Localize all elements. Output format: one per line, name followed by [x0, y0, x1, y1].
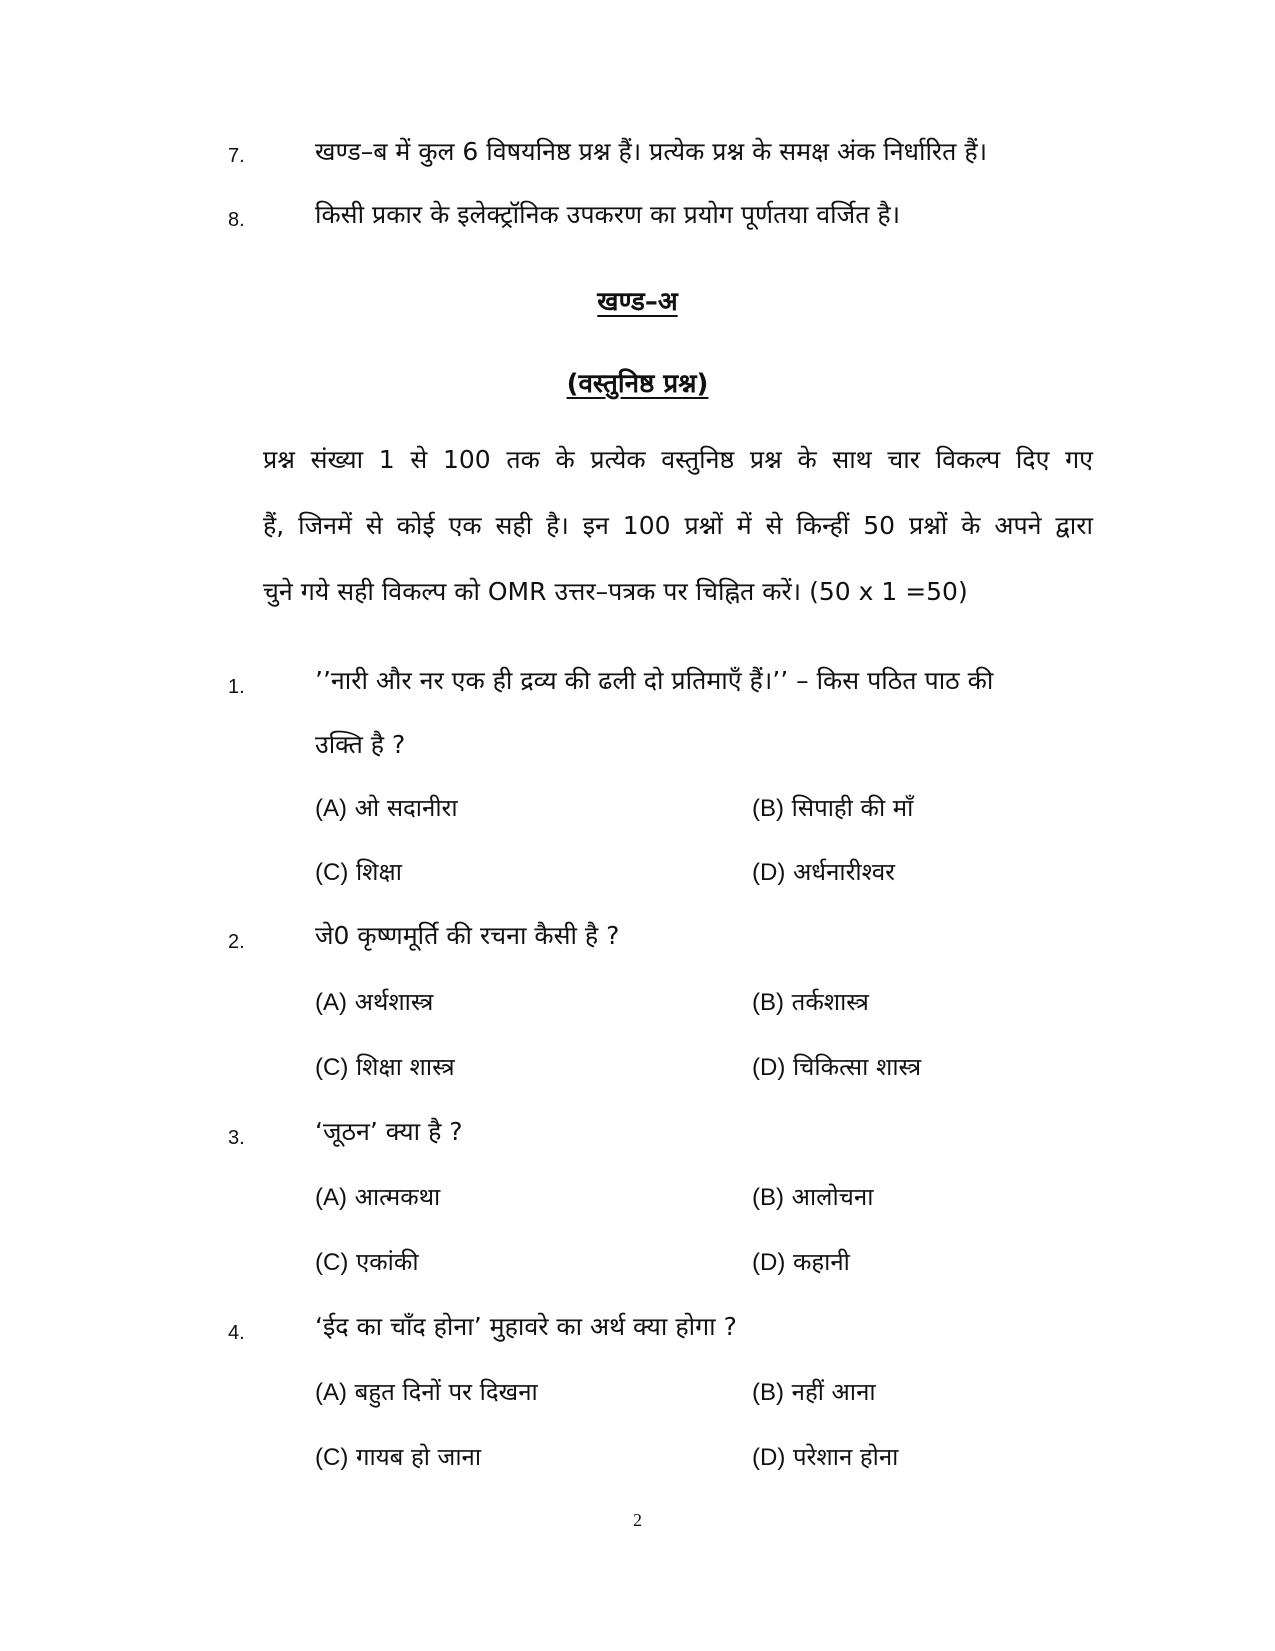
option-a: (A) आत्मकथा	[315, 1183, 441, 1211]
instruction-text: खण्ड–ब में कुल 6 विषयनिष्ठ प्रश्न हैं। प्रत्येक प्रश्न के समक्ष अंक निर्धारित हैं।	[315, 137, 988, 166]
option-c: (C) शिक्षा शास्त्र	[315, 1053, 455, 1081]
intro-line: हैं, जिनमें से कोई एक सही है। इन 100 प्रश्नों में से किन्हीं 50 प्रश्नों के अपने द्वारा	[263, 511, 1093, 540]
option-d: (D) चिकित्सा शास्त्र	[752, 1053, 922, 1081]
question-text: जे0 कृष्णमूर्ति की रचना कैसी है ?	[315, 921, 620, 950]
option-b: (B) सिपाही की माँ	[752, 794, 914, 822]
option-c: (C) शिक्षा	[315, 858, 402, 886]
option-d: (D) अर्धनारीश्वर	[752, 858, 895, 886]
option-a: (A) बहुत दिनों पर दिखना	[315, 1378, 538, 1406]
question-text: ‘ईद का चाँद होना’ मुहावरे का अर्थ क्या होगा ?	[315, 1312, 737, 1341]
option-d: (D) कहानी	[752, 1248, 850, 1276]
page-number: 2	[633, 1510, 642, 1530]
option-c: (C) एकांकी	[315, 1248, 419, 1276]
question-text: ’’नारी और नर एक ही द्रव्य की ढली दो प्रतिमाएँ हैं।’’ – किस पठित पाठ की	[315, 666, 994, 695]
question-number: 3.	[228, 1127, 245, 1149]
section-title: खण्ड–अ	[597, 287, 678, 317]
option-b: (B) आलोचना	[752, 1183, 874, 1211]
option-a: (A) अर्थशास्त्र	[315, 988, 434, 1016]
question-text: उक्ति है ?	[315, 730, 406, 759]
question-number: 1.	[228, 676, 245, 698]
intro-line: चुने गये सही विकल्प को OMR उत्तर–पत्रक पर चिह्नित करें। (50 x 1 =50)	[263, 577, 968, 606]
option-b: (B) तर्कशास्त्र	[752, 988, 869, 1016]
option-d: (D) परेशान होना	[752, 1443, 899, 1471]
option-b: (B) नहीं आना	[752, 1378, 876, 1406]
option-c: (C) गायब हो जाना	[315, 1443, 482, 1471]
question-text: ‘जूठन’ क्या है ?	[315, 1117, 463, 1146]
question-number: 2.	[228, 931, 245, 953]
instruction-text: किसी प्रकार के इलेक्ट्रॉनिक उपकरण का प्रयोग पूर्णतया वर्जित है।	[315, 200, 901, 229]
instruction-number: 7.	[228, 145, 245, 167]
question-number: 4.	[228, 1322, 245, 1344]
instruction-number: 8.	[228, 209, 245, 231]
option-a: (A) ओ सदानीरा	[315, 794, 458, 822]
section-subtitle: (वस्तुनिष्ठ प्रश्न)	[566, 369, 709, 399]
intro-line: प्रश्न संख्या 1 से 100 तक के प्रत्येक वस्तुनिष्ठ प्रश्न के साथ चार विकल्प दिए गए	[263, 445, 1093, 474]
